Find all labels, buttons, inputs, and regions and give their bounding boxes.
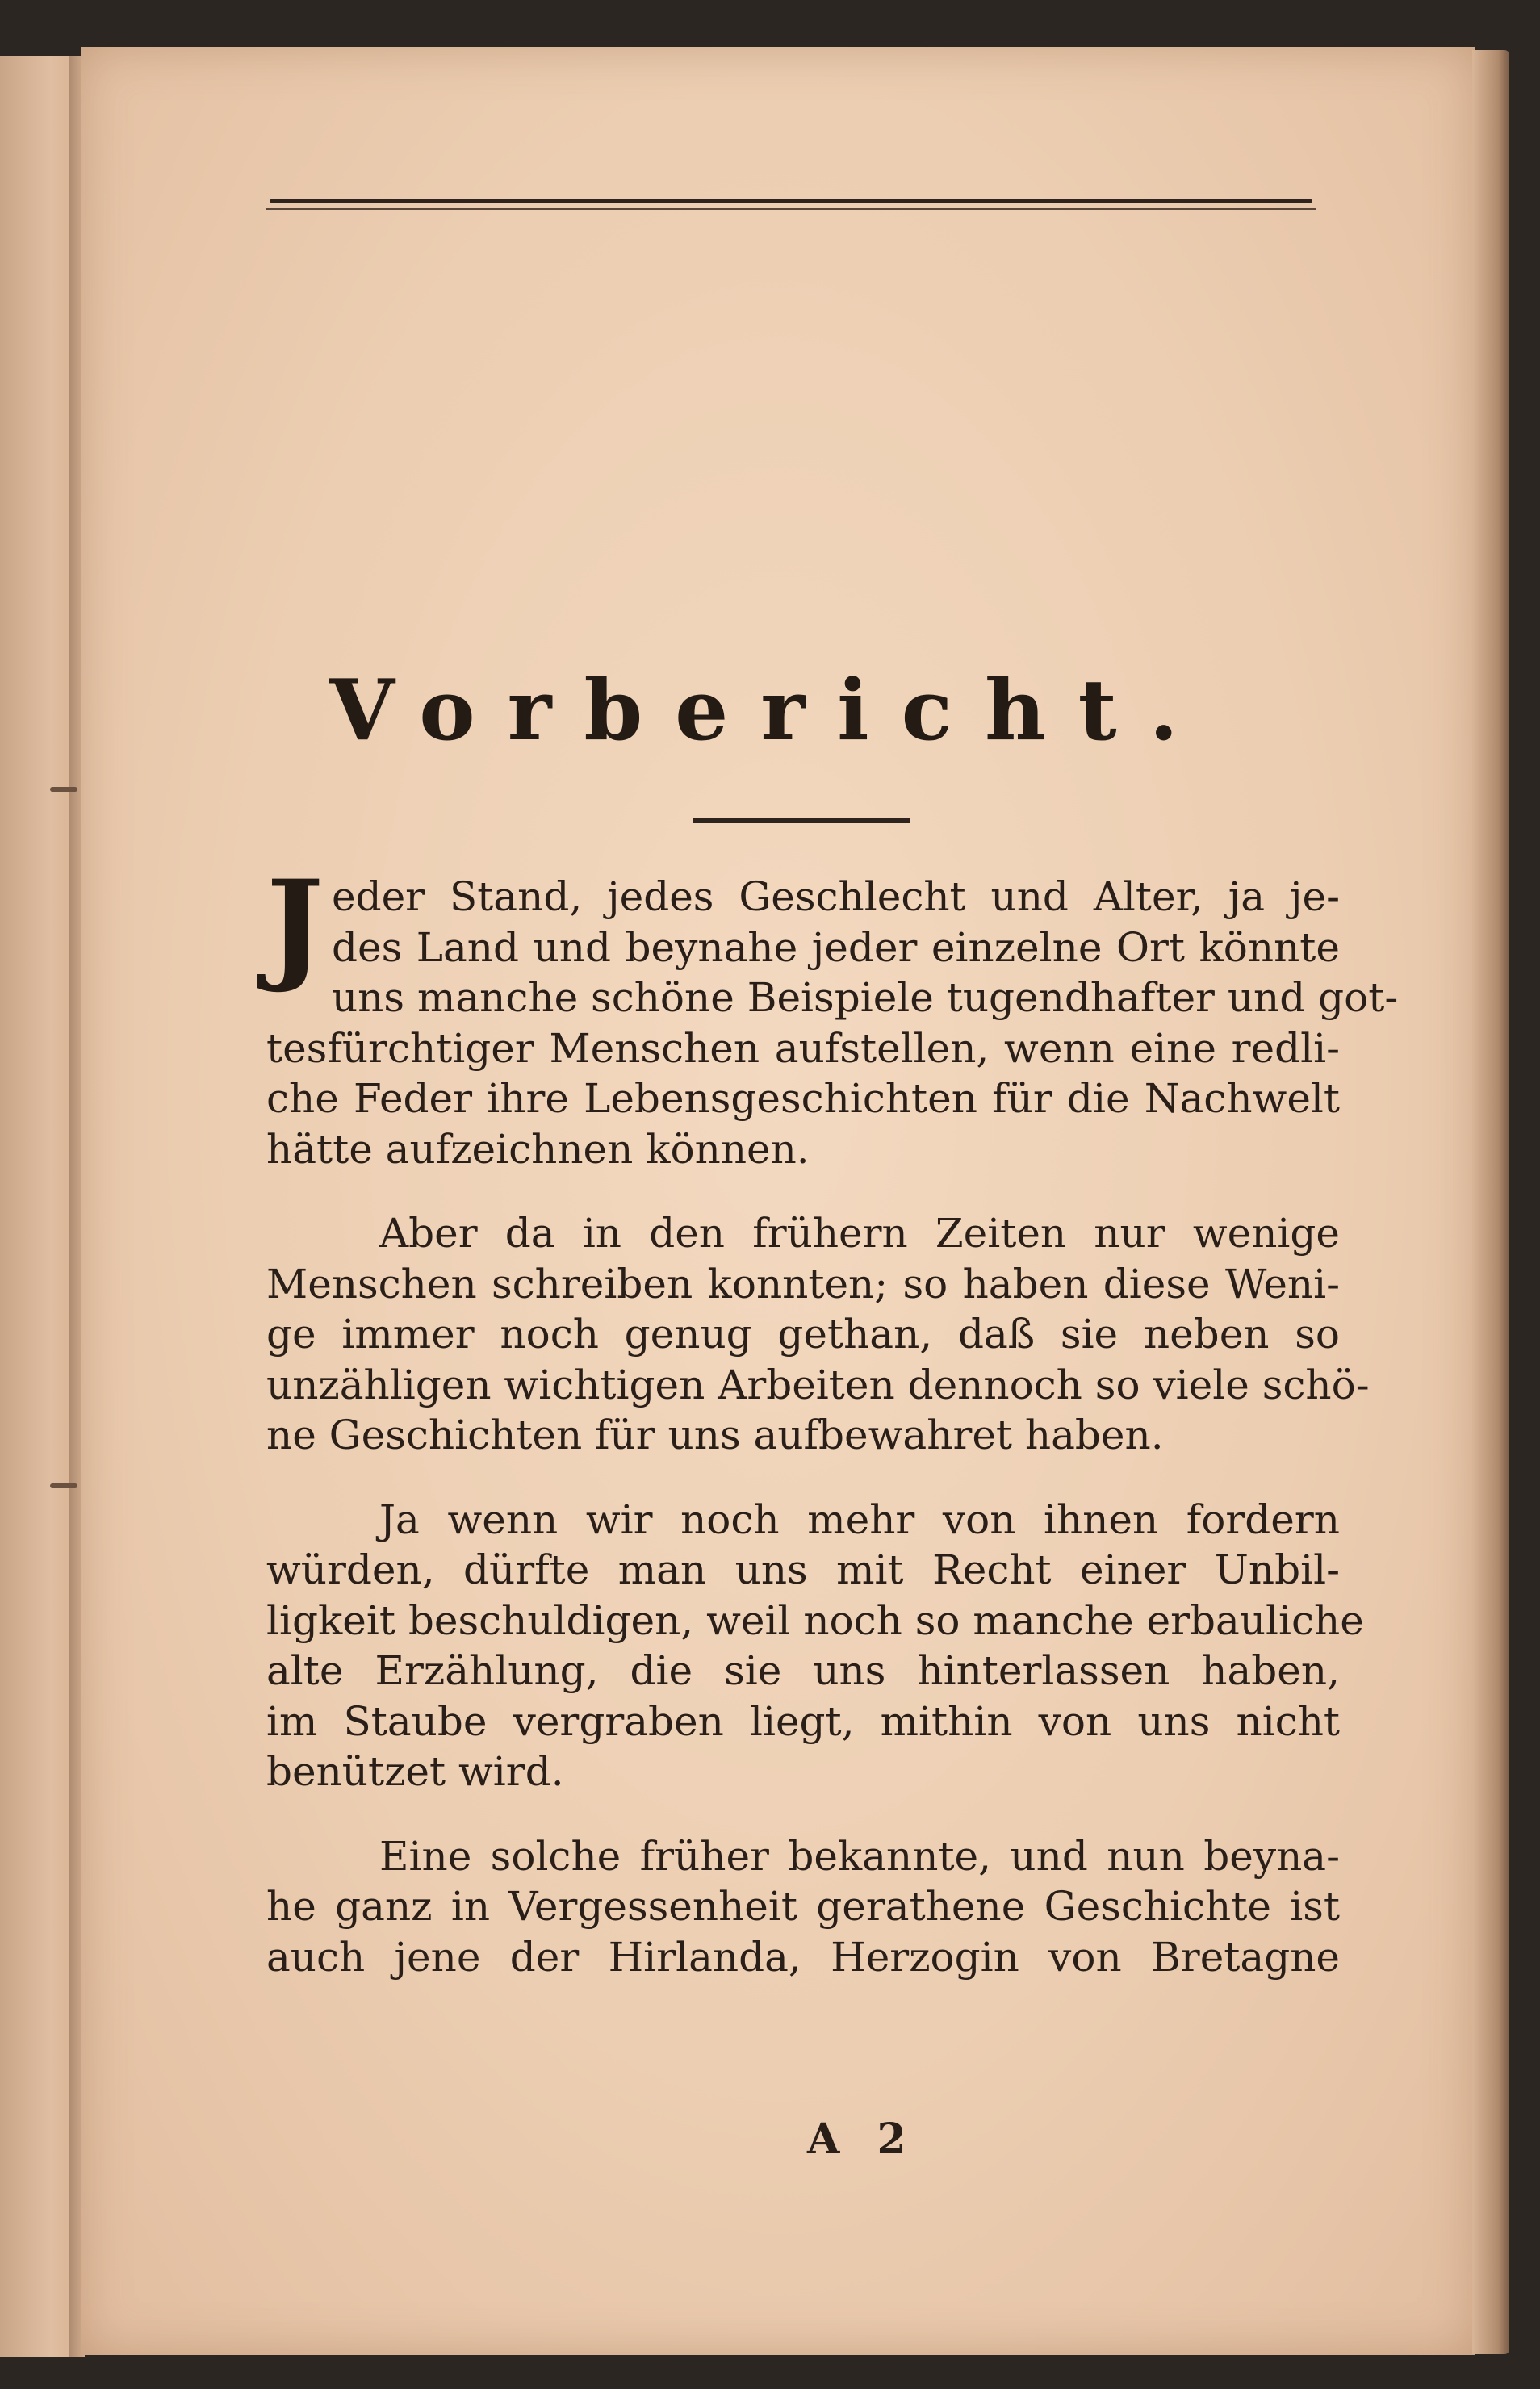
text-line: hätte aufzeichnen können. — [266, 1125, 810, 1173]
page-edge — [1472, 50, 1509, 2354]
text-line: ligkeit beschuldigen, weil noch so manche erbauliche — [266, 1596, 1364, 1644]
header-rule — [270, 199, 1312, 203]
text-line: Menschen schreiben konnten; so haben diese Weni- — [266, 1260, 1340, 1307]
text-line: ne Geschichten für uns aufbewahret haben. — [266, 1412, 1164, 1458]
paragraph-4 — [266, 1831, 1340, 1983]
text-line: würden, dürfte man uns mit Recht einer Unbil- — [266, 1546, 1340, 1593]
chapter-heading: Vorbericht. — [329, 660, 1211, 759]
text-line: auch jene der Hirlanda, Herzogin von Bretagne — [266, 1933, 1340, 1981]
header-rule-thin — [266, 208, 1316, 210]
body-text — [266, 854, 1399, 2016]
text-line: alte Erzählung, die sie uns hinterlassen haben, — [266, 1647, 1340, 1694]
text-line: unzähligen wichtigen Arbeiten dennoch so viele schö- — [266, 1361, 1370, 1408]
paragraph-2 — [266, 1208, 1370, 1461]
paragraph-1 — [266, 854, 1399, 1174]
text-line: uns manche schöne Beispiele tugendhafter und got- — [331, 974, 1399, 1021]
binding-stitch — [50, 1483, 77, 1488]
drop-cap: J — [266, 854, 324, 996]
binding-stitch — [50, 787, 77, 792]
text-line: des Land und beynahe jeder einzelne Ort könnte — [331, 923, 1340, 971]
text-line: im Staube vergraben liegt, mithin von uns nicht — [266, 1697, 1340, 1745]
text-line: tesfürchtiger Menschen aufstellen, wenn eine redli- — [266, 1024, 1340, 1072]
text-line: Ja wenn wir noch mehr von ihnen fordern — [379, 1496, 1340, 1543]
text-line: benützet wird. — [266, 1748, 564, 1795]
text-line: Aber da in den frühern Zeiten nur wenige — [379, 1210, 1340, 1257]
text-line: Eine solche früher bekannte, und nun beyna- — [379, 1832, 1340, 1880]
text-line: che Feder ihre Lebensgeschichten für die Nachwelt — [266, 1075, 1340, 1122]
text-line: he ganz in Vergessenheit gerathene Geschichte ist — [266, 1883, 1340, 1930]
text-line: eder Stand, jedes Geschlecht und Alter, ja je- — [331, 873, 1340, 920]
paragraph-3 — [266, 1495, 1364, 1797]
text-line: ge immer noch genug gethan, daß sie neben so — [266, 1311, 1340, 1358]
heading-rule — [693, 818, 910, 823]
signature-mark: A 2 — [807, 2115, 918, 2164]
